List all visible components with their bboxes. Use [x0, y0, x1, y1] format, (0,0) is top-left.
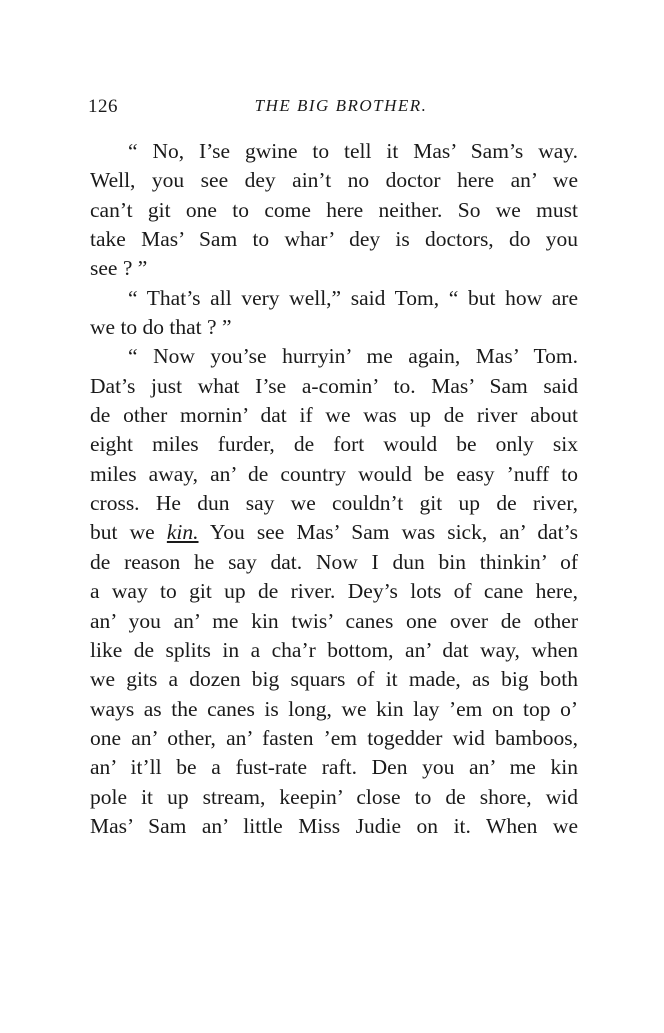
text-line: we gits a dozen big squars of it made, as big both — [90, 667, 578, 692]
page-number: 126 — [88, 96, 118, 117]
text-line: cross. He dun say we couldn’t git up de river, — [90, 491, 578, 516]
text-line: miles away, an’ de country would be easy ’nuff to — [90, 461, 578, 486]
text-line: one an’ other, an’ fasten ’em togedder wid bamboos, — [90, 725, 578, 750]
text-line: de other mornin’ dat if we was up de river about — [90, 403, 578, 428]
text-line: Dat’s just what I’se a-comin’ to. Mas’ Sam said — [90, 373, 578, 398]
running-title: THE BIG BROTHER. — [254, 96, 428, 115]
text-line: “ Now you’se hurryin’ me again, Mas’ Tom. — [128, 344, 578, 369]
text-line: Mas’ Sam an’ little Miss Judie on it. When we — [90, 813, 578, 838]
text-segment: but we — [90, 520, 167, 545]
text-line: see ? ” — [90, 256, 148, 281]
text-line: an’ you an’ me kin twis’ canes one over de other — [90, 608, 578, 633]
text-line: eight miles furder, de fort would be only six — [90, 432, 578, 457]
text-line: like de splits in a cha’r bottom, an’ dat way, when — [90, 637, 578, 662]
running-head — [88, 96, 578, 122]
text-line: a way to git up de river. Dey’s lots of cane here, — [90, 579, 578, 604]
text-line: an’ it’ll be a fust-rate raft. Den you an’ me kin — [90, 755, 578, 780]
text-line: “ That’s all very well,” said Tom, “ but how are — [128, 285, 578, 310]
text-line — [90, 518, 578, 547]
emphasized-word: kin. — [166, 520, 199, 545]
text-line: de reason he say dat. Now I dun bin thinkin’ of — [90, 549, 578, 574]
text-line: pole it up stream, keepin’ close to de shore, wid — [90, 784, 578, 809]
body-text — [90, 137, 578, 841]
text-segment: You see Mas’ Sam was sick, an’ dat’s — [198, 520, 578, 545]
text-line: take Mas’ Sam to whar’ dey is doctors, do you — [90, 227, 578, 252]
text-line: Well, you see dey ain’t no doctor here an’ we — [90, 168, 578, 193]
text-line: “ No, I’se gwine to tell it Mas’ Sam’s way. — [128, 139, 578, 163]
text-line: can’t git one to come here neither. So we must — [90, 197, 578, 222]
text-line: we to do that ? ” — [90, 315, 232, 340]
text-line: ways as the canes is long, we kin lay ’em on top o’ — [90, 696, 578, 721]
